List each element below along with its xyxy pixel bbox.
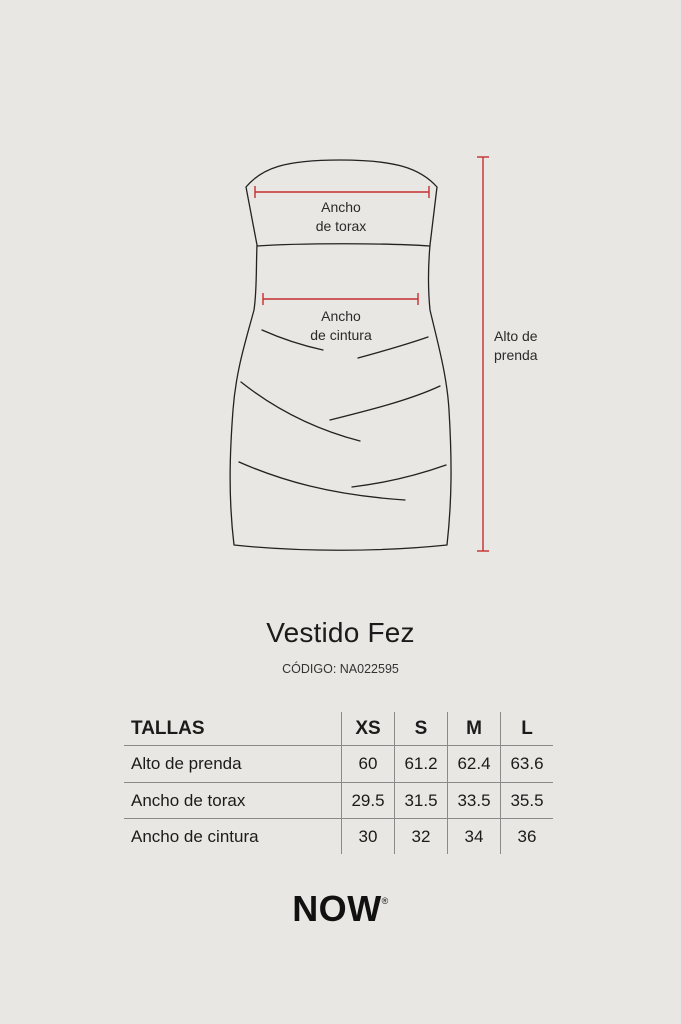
row-label: Ancho de cintura <box>124 819 342 855</box>
length-label-line1: Alto de <box>494 328 538 344</box>
table-cell: 35.5 <box>501 783 554 819</box>
drape-fold <box>239 462 405 500</box>
size-header-s: S <box>395 712 448 746</box>
chest-width-label-line2: de torax <box>315 218 367 234</box>
size-table-header <box>124 712 553 746</box>
brand-name: NOW <box>292 888 382 929</box>
size-header-xs: XS <box>342 712 395 746</box>
table-cell: 29.5 <box>342 783 395 819</box>
length-measure-line <box>477 157 489 551</box>
drape-fold <box>330 386 440 420</box>
length-label <box>494 327 554 365</box>
table-cell: 34 <box>448 819 501 855</box>
size-header-l: L <box>501 712 554 746</box>
product-code-value: NA022595 <box>339 662 399 676</box>
table-row <box>124 819 553 855</box>
size-table <box>124 712 553 854</box>
length-label-line2: prenda <box>494 347 538 363</box>
chest-measure-line <box>255 186 429 198</box>
table-row <box>124 783 553 819</box>
registered-mark: ® <box>381 896 389 906</box>
waist-width-label <box>281 307 401 345</box>
waist-width-label-line1: Ancho <box>321 308 361 324</box>
brand-logo <box>0 888 681 930</box>
table-cell: 31.5 <box>395 783 448 819</box>
table-cell: 60 <box>342 746 395 783</box>
product-code <box>0 662 681 676</box>
product-code-label: CÓDIGO: <box>282 662 337 676</box>
table-cell: 61.2 <box>395 746 448 783</box>
waist-width-label-line2: de cintura <box>310 327 372 343</box>
table-cell: 30 <box>342 819 395 855</box>
waist-measure-line <box>263 293 418 305</box>
chest-width-label <box>281 198 401 236</box>
bodice-seam <box>257 244 430 246</box>
table-cell: 32 <box>395 819 448 855</box>
chest-width-label-line1: Ancho <box>321 199 361 215</box>
size-header-label: TALLAS <box>131 717 205 739</box>
row-label: Ancho de torax <box>124 783 342 819</box>
drape-fold <box>352 465 446 487</box>
table-cell: 63.6 <box>501 746 554 783</box>
table-row <box>124 746 553 783</box>
table-cell: 33.5 <box>448 783 501 819</box>
table-cell: 62.4 <box>448 746 501 783</box>
product-title: Vestido Fez <box>266 617 415 648</box>
drape-fold <box>241 382 360 441</box>
size-header-m: M <box>448 712 501 746</box>
table-cell: 36 <box>501 819 554 855</box>
row-label: Alto de prenda <box>124 746 342 783</box>
